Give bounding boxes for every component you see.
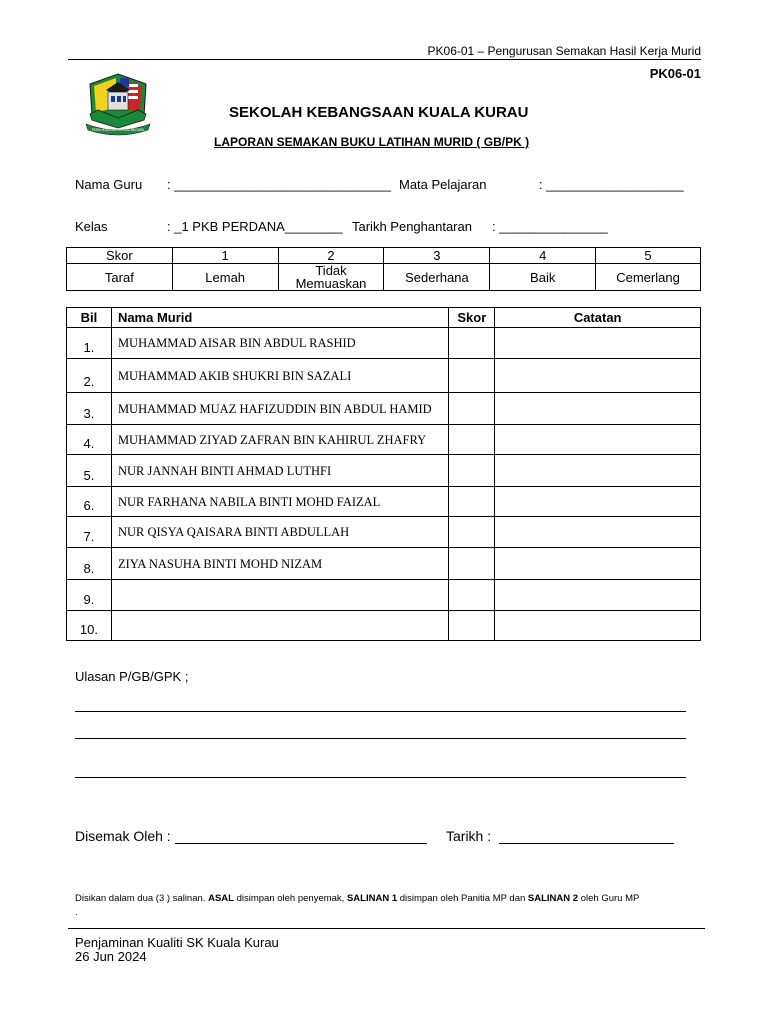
note-text: Disikan dalam dua (3 ) salinan. — [75, 893, 209, 904]
skor-table — [66, 247, 701, 291]
row-catatan-cell[interactable] — [495, 580, 701, 611]
row-nama-murid: NUR FARHANA NABILA BINTI MOHD FAIZAL — [111, 487, 448, 517]
taraf-row — [67, 264, 701, 291]
footer-divider — [68, 928, 705, 929]
row-skor-cell[interactable] — [449, 580, 495, 611]
table-row — [67, 548, 701, 580]
row-skor-cell[interactable] — [449, 611, 495, 641]
row-catatan-cell[interactable] — [495, 517, 701, 548]
row-bil: 3. — [67, 393, 112, 425]
row-skor-cell[interactable] — [449, 425, 495, 455]
table-row — [67, 425, 701, 455]
mata-pelajaran-label: Mata Pelajaran — [399, 177, 487, 192]
student-table-header — [67, 308, 701, 328]
row-skor-cell[interactable] — [449, 393, 495, 425]
row-nama-murid: MUHAMMAD ZIYAD ZAFRAN BIN KAHIRUL ZHAFRY — [111, 425, 448, 455]
row-skor-cell[interactable] — [449, 517, 495, 548]
ulasan-line[interactable] — [75, 738, 686, 739]
note-bold: ASAL — [208, 893, 234, 904]
nama-guru-field[interactable]: : ______________________________ — [167, 177, 392, 192]
tarikh-penghantaran-field[interactable]: : _______________ — [492, 219, 608, 234]
row-bil: 1. — [67, 328, 112, 359]
copy-instruction-note — [75, 892, 715, 920]
logo-motto-text: PERKHIDMATAN KEPADA NEGARA — [91, 128, 145, 132]
row-catatan-cell[interactable] — [495, 611, 701, 641]
row-nama-murid: NUR QISYA QAISARA BINTI ABDULLAH — [111, 517, 448, 548]
row-bil: 5. — [67, 455, 112, 487]
row-bil: 8. — [67, 548, 112, 580]
skor-cell: 3 — [384, 248, 490, 264]
table-row — [67, 328, 701, 359]
table-row — [67, 359, 701, 393]
header-nama-murid: Nama Murid — [111, 308, 448, 328]
row-catatan-cell[interactable] — [495, 487, 701, 517]
row-nama-murid: MUHAMMAD AKIB SHUKRI BIN SAZALI — [111, 359, 448, 393]
row-bil: 4. — [67, 425, 112, 455]
row-skor-cell[interactable] — [449, 487, 495, 517]
row-catatan-cell[interactable] — [495, 425, 701, 455]
school-logo — [84, 70, 152, 136]
disemak-oleh-line[interactable] — [175, 843, 427, 844]
table-row — [67, 517, 701, 548]
row-skor-cell[interactable] — [449, 548, 495, 580]
taraf-cell: Lemah — [172, 264, 278, 291]
table-row — [67, 580, 701, 611]
header-skor: Skor — [449, 308, 495, 328]
ulasan-label: Ulasan P/GB/GPK ; — [75, 669, 189, 684]
skor-cell: 2 — [278, 248, 384, 264]
taraf-cell: Taraf — [67, 264, 173, 291]
header-catatan: Catatan — [495, 308, 701, 328]
note-text: oleh Guru MP — [578, 893, 640, 904]
taraf-cell: Baik — [490, 264, 596, 291]
table-row — [67, 455, 701, 487]
skor-cell: 5 — [596, 248, 701, 264]
row-nama-murid: NUR JANNAH BINTI AHMAD LUTHFI — [111, 455, 448, 487]
note-text: disimpan oleh penyemak, — [233, 893, 347, 904]
header-bil: Bil — [67, 308, 112, 328]
student-table — [66, 307, 701, 641]
row-nama-murid — [111, 611, 448, 641]
doc-code: PK06-01 — [649, 66, 701, 81]
skor-cell: Skor — [67, 248, 173, 264]
ulasan-line[interactable] — [75, 711, 686, 712]
row-nama-murid: ZIYA NASUHA BINTI MOHD NIZAM — [111, 548, 448, 580]
row-bil: 6. — [67, 487, 112, 517]
mata-pelajaran-field[interactable]: : ___________________ — [539, 177, 684, 192]
kelas-label: Kelas — [75, 219, 108, 234]
table-row — [67, 393, 701, 425]
nama-guru-label: Nama Guru — [75, 177, 143, 192]
table-row — [67, 611, 701, 641]
row-catatan-cell[interactable] — [495, 393, 701, 425]
row-nama-murid — [111, 580, 448, 611]
taraf-cell: Tidak Memuaskan — [278, 264, 384, 291]
row-skor-cell[interactable] — [449, 359, 495, 393]
row-skor-cell[interactable] — [449, 328, 495, 359]
disemak-oleh-label: Disemak Oleh : — [75, 828, 171, 844]
kelas-field[interactable]: : _1 PKB PERDANA________ — [167, 219, 343, 234]
row-catatan-cell[interactable] — [495, 548, 701, 580]
tarikh-line[interactable] — [499, 843, 674, 844]
doc-ref-title: PK06-01 – Pengurusan Semakan Hasil Kerja Murid — [427, 44, 701, 58]
footer-date: 26 Jun 2024 — [75, 949, 147, 964]
row-catatan-cell[interactable] — [495, 328, 701, 359]
skor-cell: 4 — [490, 248, 596, 264]
note-bold: SALINAN 2 — [527, 893, 579, 904]
row-catatan-cell[interactable] — [495, 455, 701, 487]
tarikh-penghantaran-label: Tarikh Penghantaran — [352, 219, 472, 234]
row-nama-murid: MUHAMMAD MUAZ HAFIZUDDIN BIN ABDUL HAMID — [111, 393, 448, 425]
report-title: LAPORAN SEMAKAN BUKU LATIHAN MURID ( GB/PK ) — [214, 135, 530, 149]
row-bil: 10. — [67, 611, 112, 641]
note-text: disimpan oleh Panitia MP dan — [397, 893, 528, 904]
taraf-cell: Sederhana — [384, 264, 490, 291]
row-nama-murid: MUHAMMAD AISAR BIN ABDUL RASHID — [111, 328, 448, 359]
row-bil: 2. — [67, 359, 112, 393]
skor-cell: 1 — [172, 248, 278, 264]
note-text: . — [75, 907, 78, 918]
footer-org: Penjaminan Kualiti SK Kuala Kurau — [75, 935, 279, 950]
header-divider — [68, 59, 701, 60]
note-bold: SALINAN 1 — [346, 893, 398, 904]
row-bil: 9. — [67, 580, 112, 611]
skor-row — [67, 248, 701, 264]
school-name: SEKOLAH KEBANGSAAN KUALA KURAU — [229, 104, 529, 121]
tarikh-label: Tarikh : — [446, 828, 492, 844]
row-skor-cell[interactable] — [449, 455, 495, 487]
table-row — [67, 487, 701, 517]
ulasan-line[interactable] — [75, 777, 686, 778]
row-catatan-cell[interactable] — [495, 359, 701, 393]
row-bil: 7. — [67, 517, 112, 548]
taraf-cell: Cemerlang — [596, 264, 701, 291]
